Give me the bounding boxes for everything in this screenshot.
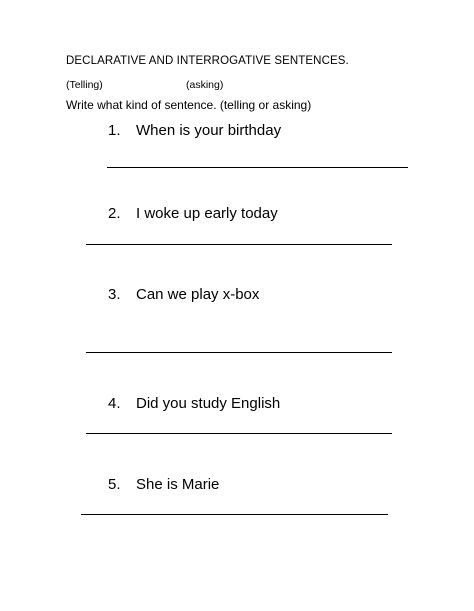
worksheet-title: DECLARATIVE AND INTERROGATIVE SENTENCES. xyxy=(66,55,349,67)
question-item xyxy=(108,286,259,303)
legend-row xyxy=(66,79,326,93)
question-item xyxy=(108,122,281,139)
legend-asking: (asking) xyxy=(186,79,224,91)
question-text: When is your birthday xyxy=(136,122,282,139)
question-item xyxy=(108,205,278,222)
answer-line[interactable] xyxy=(86,244,392,245)
legend-telling: (Telling) xyxy=(66,79,103,91)
question-number: 4. xyxy=(108,395,121,412)
question-item xyxy=(108,476,219,493)
answer-line[interactable] xyxy=(81,514,388,515)
answer-line[interactable] xyxy=(86,433,392,434)
answer-line[interactable] xyxy=(86,352,392,353)
answer-line[interactable] xyxy=(107,167,408,168)
question-text: I woke up early today xyxy=(136,205,278,222)
question-text: She is Marie xyxy=(136,476,220,493)
question-text: Did you study English xyxy=(136,395,281,412)
question-number: 5. xyxy=(108,476,121,493)
question-number: 2. xyxy=(108,205,121,222)
question-item xyxy=(108,395,280,412)
question-number: 3. xyxy=(108,286,121,303)
instruction-text: Write what kind of sentence. (telling or asking) xyxy=(66,98,312,112)
question-text: Can we play x-box xyxy=(136,286,260,303)
question-number: 1. xyxy=(108,122,121,139)
